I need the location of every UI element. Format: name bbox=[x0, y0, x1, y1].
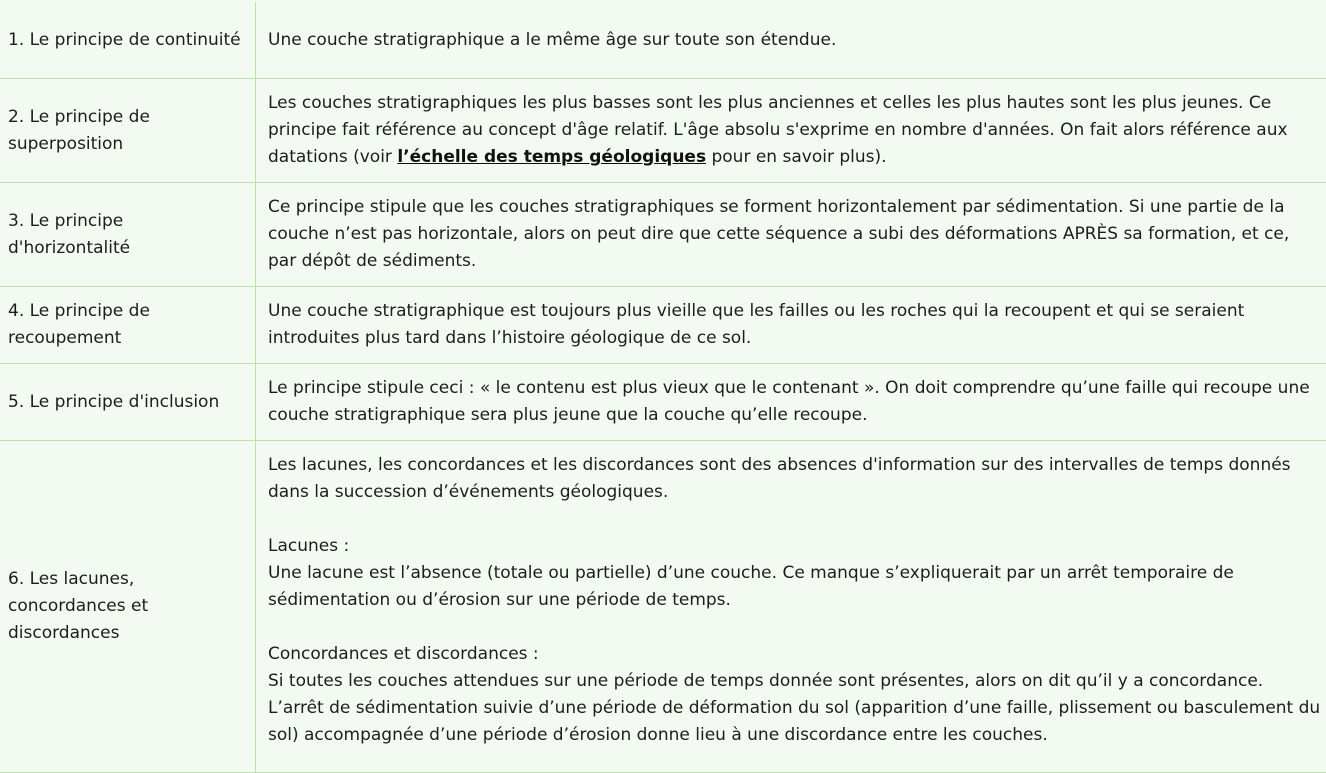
lacunes-paragraph: Une lacune est l’absence (totale ou partielle) d’une couche. Ce manque s’expliquerait par un arrêt temporaire de sédimentation ou d’érosion sur une période de temps. bbox=[268, 560, 1322, 614]
description-text: Les couches stratigraphiques les plus basses sont les plus anciennes et celles les plus hautes sont les plus jeunes. Ce principe fait référence au concept d'âge relatif. L'âge absolu s'exprime en nombre d'années. On fait alors référence aux datations (voir bbox=[268, 93, 1288, 167]
principle-name: 1. Le principe de continuité bbox=[0, 2, 256, 79]
principle-description: Une couche stratigraphique est toujours plus vieille que les failles ou les roches qui la recoupent et qui se seraient introduites plus tard dans l’histoire géologique de ce sol. bbox=[256, 287, 1326, 364]
principle-description bbox=[256, 441, 1326, 773]
principles-table bbox=[0, 2, 1326, 773]
concordances-paragraph: Si toutes les couches attendues sur une période de temps donnée sont présentes, alors on dit qu’il y a concordance. L’arrêt de sédimentation suivie d’une période de déformation du sol (apparition d’une faille, plissement ou basculement du sol) accompagnée d’une période d’érosion donne lieu à une discordance entre les couches. bbox=[268, 668, 1322, 749]
principle-description: Une couche stratigraphique a le même âge sur toute son étendue. bbox=[256, 2, 1326, 79]
spacer bbox=[268, 506, 1322, 533]
lacunes-heading: Lacunes : bbox=[268, 533, 1322, 560]
table-row bbox=[0, 79, 1326, 183]
principle-name: 4. Le principe de recoupement bbox=[0, 287, 256, 364]
table-row bbox=[0, 441, 1326, 773]
principle-description: Le principe stipule ceci : « le contenu est plus vieux que le contenant ». On doit comprendre qu’une faille qui recoupe une couche stratigraphique sera plus jeune que la couche qu’elle recoupe. bbox=[256, 364, 1326, 441]
principle-name: 3. Le principe d'horizontalité bbox=[0, 183, 256, 287]
spacer bbox=[268, 614, 1322, 641]
principle-description bbox=[256, 79, 1326, 183]
principle-name: 2. Le principe de superposition bbox=[0, 79, 256, 183]
principle-description: Ce principe stipule que les couches stratigraphiques se forment horizontalement par sédimentation. Si une partie de la couche n’est pas horizontale, alors on peut dire que cette séquence a subi des déformations APRÈS sa formation, et ce, par dépôt de sédiments. bbox=[256, 183, 1326, 287]
table-row bbox=[0, 2, 1326, 79]
geologic-timescale-link[interactable]: l’échelle des temps géologiques bbox=[397, 147, 706, 167]
principle-name: 6. Les lacunes, concordances et discordances bbox=[0, 441, 256, 773]
intro-paragraph: Les lacunes, les concordances et les discordances sont des absences d'information sur des intervalles de temps donnés dans la succession d’événements géologiques. bbox=[268, 452, 1322, 506]
table-row bbox=[0, 183, 1326, 287]
concordances-heading: Concordances et discordances : bbox=[268, 641, 1322, 668]
description-text: pour en savoir plus). bbox=[706, 147, 886, 167]
principle-name: 5. Le principe d'inclusion bbox=[0, 364, 256, 441]
table-row bbox=[0, 364, 1326, 441]
table-row bbox=[0, 287, 1326, 364]
